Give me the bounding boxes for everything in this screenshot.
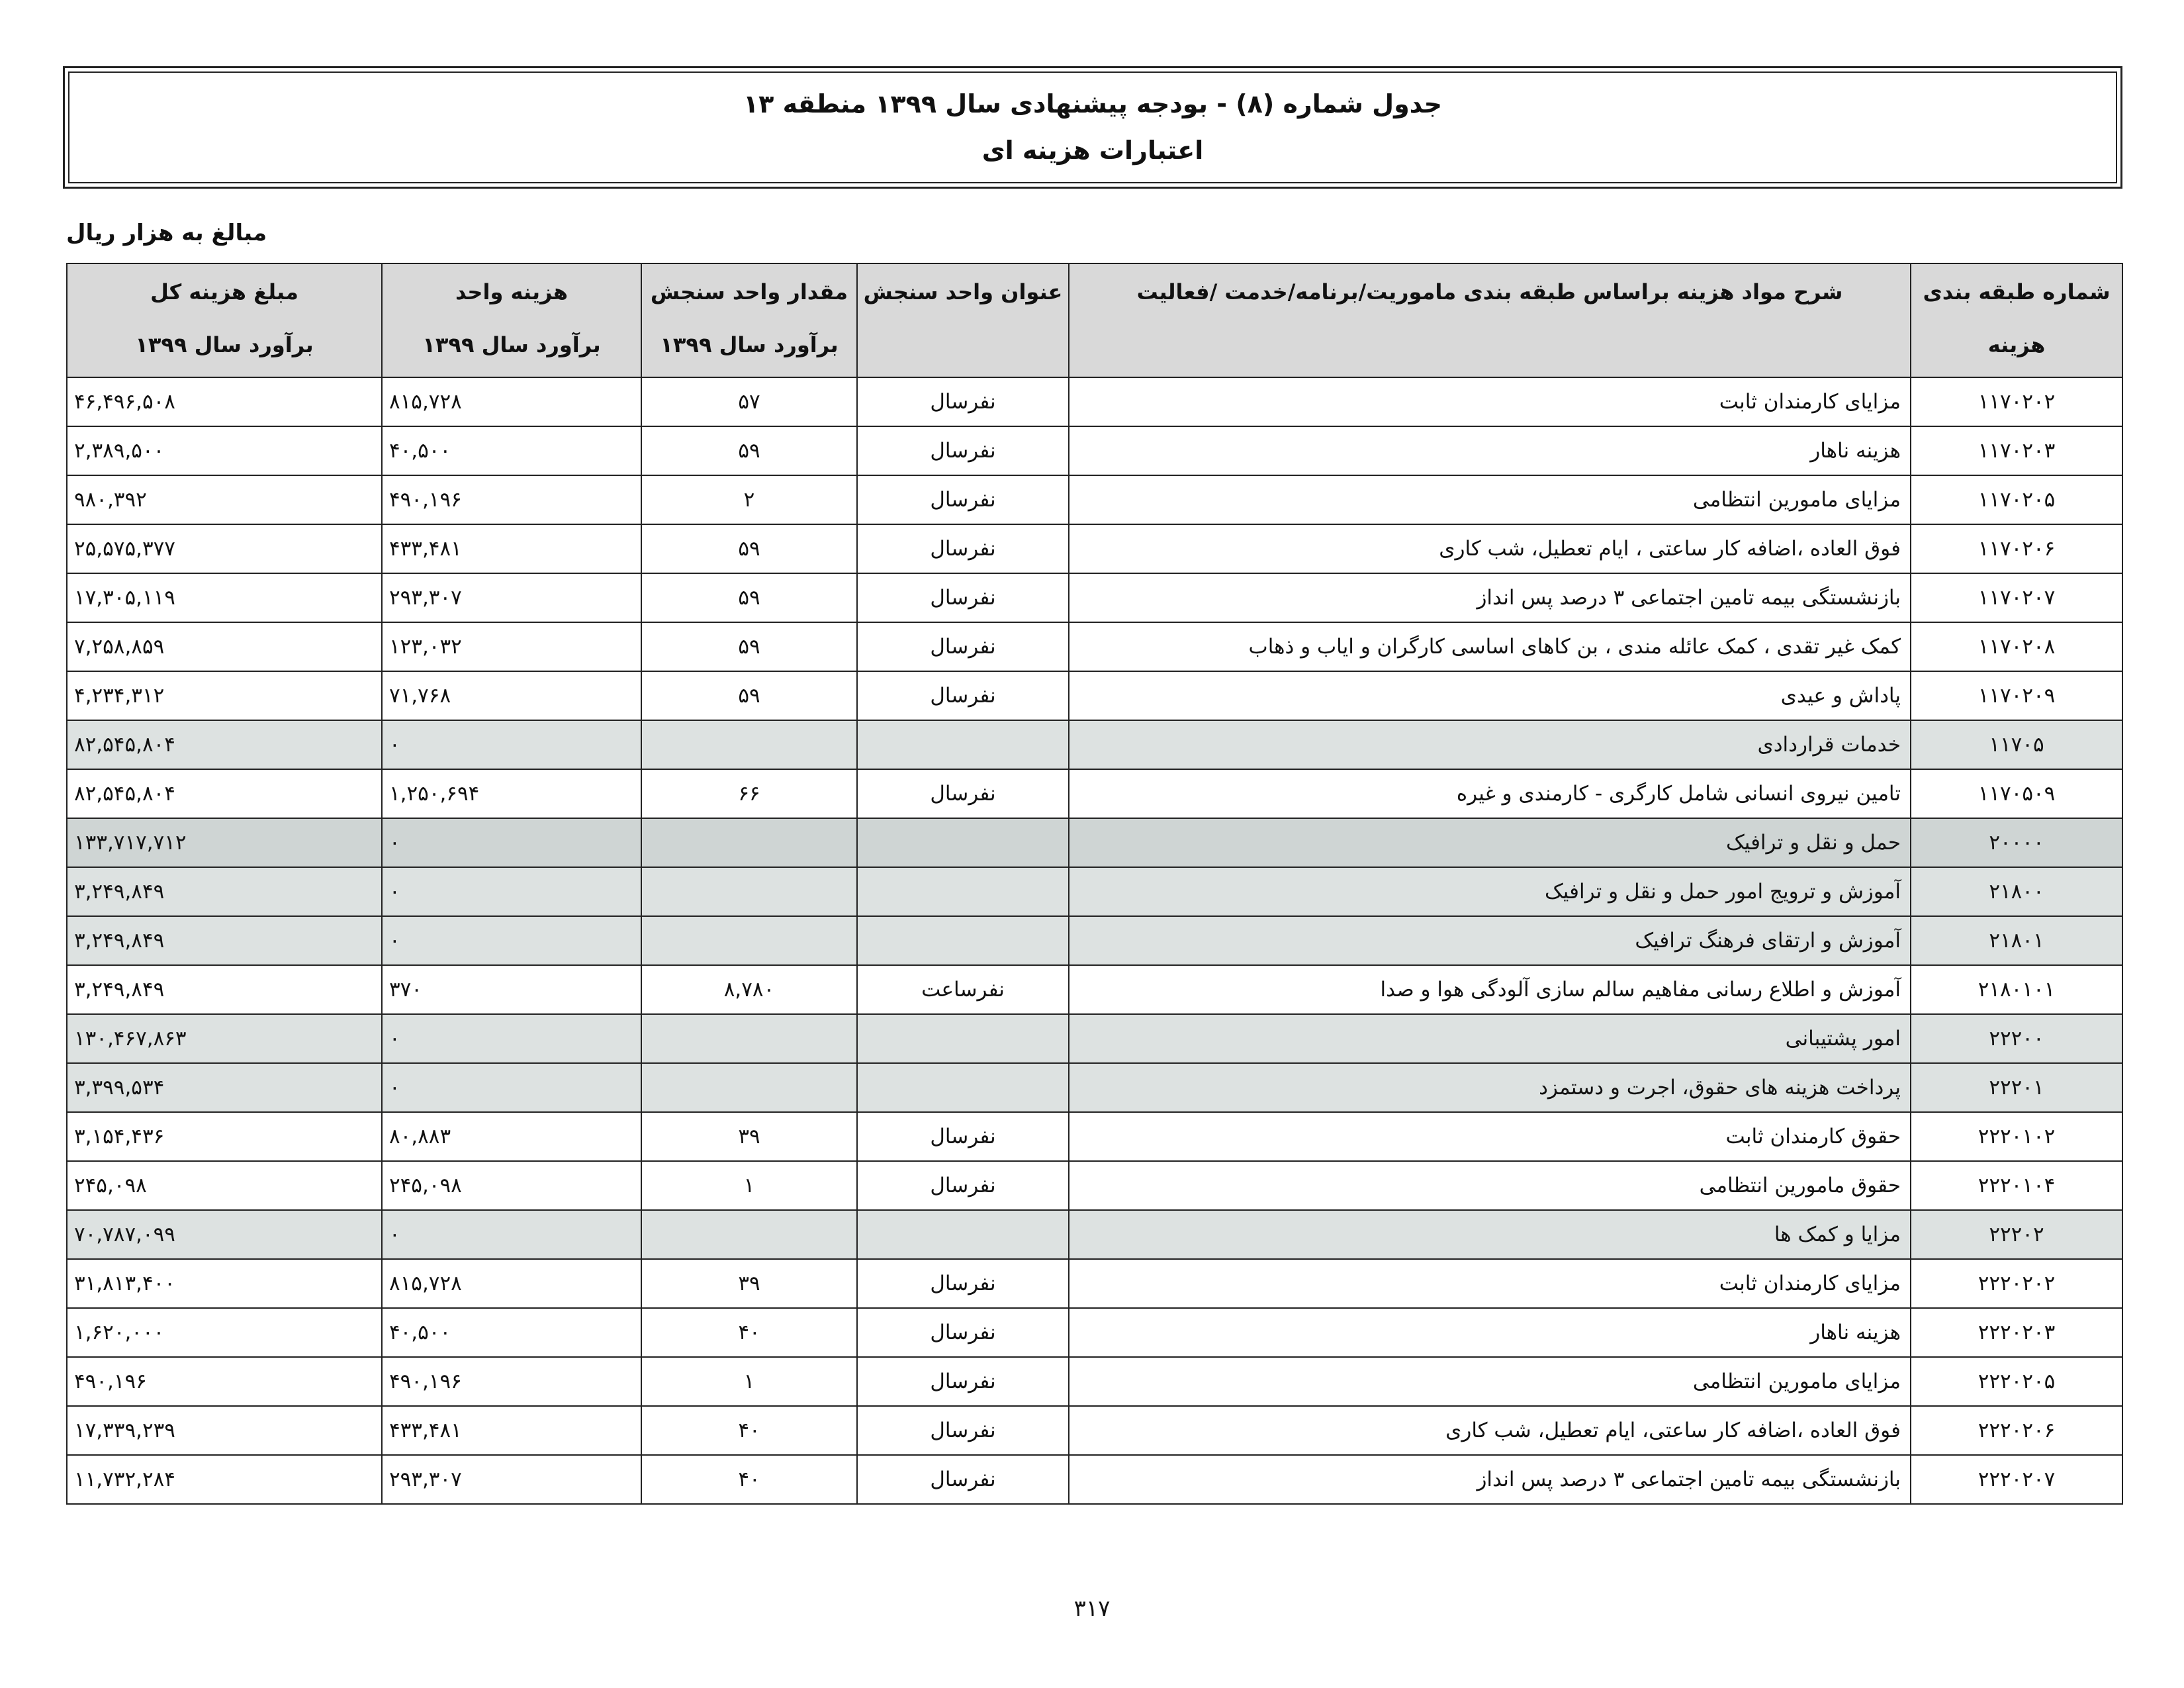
row-description: مزایا و کمک ها	[1069, 1210, 1911, 1259]
row-quantity: ۳۹	[641, 1259, 857, 1308]
table-row	[67, 1308, 2122, 1357]
row-description: هزینه ناهار	[1069, 1308, 1911, 1357]
row-quantity: ۵۷	[641, 377, 857, 426]
row-unit-cost: ۲۴۵,۰۹۸	[382, 1161, 641, 1210]
row-unit-cost: ۰	[382, 1014, 641, 1063]
row-total: ۹۸۰,۳۹۲	[67, 475, 382, 524]
row-quantity: ۴۰	[641, 1308, 857, 1357]
row-unit: نفرسال	[857, 769, 1069, 818]
table-row	[67, 622, 2122, 671]
table-row	[67, 1063, 2122, 1112]
row-description: خدمات قراردادی	[1069, 720, 1911, 769]
row-quantity: ۱	[641, 1357, 857, 1406]
row-code: ۲۲۲۰۱۰۲	[1911, 1112, 2122, 1161]
row-unit-cost: ۱۲۳,۰۳۲	[382, 622, 641, 671]
row-quantity: ۸,۷۸۰	[641, 965, 857, 1014]
table-row	[67, 573, 2122, 622]
table-row	[67, 1406, 2122, 1455]
row-unit-cost: ۸۱۵,۷۲۸	[382, 1259, 641, 1308]
row-unit-cost: ۰	[382, 818, 641, 867]
row-unit-cost: ۴۳۳,۴۸۱	[382, 1406, 641, 1455]
row-unit-cost: ۴۰,۵۰۰	[382, 426, 641, 475]
row-unit-cost: ۴۹۰,۱۹۶	[382, 475, 641, 524]
row-code: ۱۱۷۰۲۰۹	[1911, 671, 2122, 720]
row-total: ۳,۲۴۹,۸۴۹	[67, 867, 382, 916]
row-description: آموزش و ترویج امور حمل و نقل و ترافیک	[1069, 867, 1911, 916]
row-unit: نفرساعت	[857, 965, 1069, 1014]
table-row	[67, 867, 2122, 916]
row-code: ۲۲۲۰۲۰۵	[1911, 1357, 2122, 1406]
row-code: ۲۲۲۰۲	[1911, 1210, 2122, 1259]
row-code: ۱۱۷۰۲۰۳	[1911, 426, 2122, 475]
table-row	[67, 524, 2122, 573]
row-total: ۴,۲۳۴,۳۱۲	[67, 671, 382, 720]
row-unit-cost: ۴۳۳,۴۸۱	[382, 524, 641, 573]
row-unit	[857, 1063, 1069, 1112]
row-description: مزایای مامورین انتظامی	[1069, 475, 1911, 524]
row-unit-cost: ۸۱۵,۷۲۸	[382, 377, 641, 426]
row-total: ۴۶,۴۹۶,۵۰۸	[67, 377, 382, 426]
row-description: فوق العاده ،اضافه کار ساعتی ، ایام تعطیل، شب کاری	[1069, 524, 1911, 573]
row-description: مزایای کارمندان ثابت	[1069, 377, 1911, 426]
row-total: ۱۳۰,۴۶۷,۸۶۳	[67, 1014, 382, 1063]
row-description: حمل و نقل و ترافیک	[1069, 818, 1911, 867]
row-total: ۱۷,۳۳۹,۲۳۹	[67, 1406, 382, 1455]
row-code: ۲۱۸۰۱۰۱	[1911, 965, 2122, 1014]
row-total: ۱۱,۷۳۲,۲۸۴	[67, 1455, 382, 1504]
row-total: ۸۲,۵۴۵,۸۰۴	[67, 720, 382, 769]
table-row	[67, 377, 2122, 426]
row-quantity: ۵۹	[641, 524, 857, 573]
row-code: ۲۰۰۰۰	[1911, 818, 2122, 867]
row-unit-cost: ۰	[382, 1063, 641, 1112]
row-description: آموزش و ارتقای فرهنگ ترافیک	[1069, 916, 1911, 965]
row-description: پاداش و عیدی	[1069, 671, 1911, 720]
row-unit	[857, 1014, 1069, 1063]
table-header-row	[67, 263, 2122, 377]
row-total: ۳,۲۴۹,۸۴۹	[67, 916, 382, 965]
row-unit: نفرسال	[857, 622, 1069, 671]
page-number: ۳۱۷	[1073, 1595, 1111, 1622]
row-quantity	[641, 1014, 857, 1063]
row-description: کمک غیر تقدی ، کمک عائله مندی ، بن کاهای اساسی کارگران و ایاب و ذهاب	[1069, 622, 1911, 671]
row-code: ۲۲۲۰۰	[1911, 1014, 2122, 1063]
row-code: ۱۱۷۰۲۰۸	[1911, 622, 2122, 671]
table-subtitle: اعتبارات هزینه ای	[981, 136, 1204, 165]
row-total: ۲۴۵,۰۹۸	[67, 1161, 382, 1210]
row-total: ۱۳۳,۷۱۷,۷۱۲	[67, 818, 382, 867]
row-description: حقوق کارمندان ثابت	[1069, 1112, 1911, 1161]
row-total: ۷,۲۵۸,۸۵۹	[67, 622, 382, 671]
row-unit-cost: ۴۰,۵۰۰	[382, 1308, 641, 1357]
row-unit-cost: ۷۱,۷۶۸	[382, 671, 641, 720]
row-total: ۳۱,۸۱۳,۴۰۰	[67, 1259, 382, 1308]
table-row	[67, 1161, 2122, 1210]
row-unit-cost: ۲۹۳,۳۰۷	[382, 1455, 641, 1504]
row-total: ۳,۱۵۴,۴۳۶	[67, 1112, 382, 1161]
row-unit: نفرسال	[857, 1308, 1069, 1357]
row-code: ۱۱۷۰۲۰۶	[1911, 524, 2122, 573]
table-row	[67, 1455, 2122, 1504]
row-quantity: ۵۹	[641, 426, 857, 475]
row-unit-cost: ۳۷۰	[382, 965, 641, 1014]
header-quantity: مقدار واحد سنجش برآورد سال ۱۳۹۹	[641, 263, 857, 377]
header-description: شرح مواد هزینه براساس طبقه بندی ماموریت/برنامه/خدمت /فعالیت	[1069, 263, 1911, 377]
row-quantity	[641, 867, 857, 916]
table-row	[67, 965, 2122, 1014]
row-quantity: ۶۶	[641, 769, 857, 818]
row-quantity: ۳۹	[641, 1112, 857, 1161]
header-unit-cost: هزینه واحد برآورد سال ۱۳۹۹	[382, 263, 641, 377]
row-description: بازنشستگی بیمه تامین اجتماعی ۳ درصد پس انداز	[1069, 1455, 1911, 1504]
row-code: ۱۱۷۰۵۰۹	[1911, 769, 2122, 818]
table-row	[67, 1014, 2122, 1063]
row-unit: نفرسال	[857, 377, 1069, 426]
table-row	[67, 769, 2122, 818]
table-row	[67, 475, 2122, 524]
row-unit	[857, 916, 1069, 965]
row-total: ۳,۲۴۹,۸۴۹	[67, 965, 382, 1014]
row-unit-cost: ۴۹۰,۱۹۶	[382, 1357, 641, 1406]
row-unit	[857, 1210, 1069, 1259]
row-code: ۱۱۷۰۲۰۵	[1911, 475, 2122, 524]
row-description: حقوق مامورین انتظامی	[1069, 1161, 1911, 1210]
row-unit: نفرسال	[857, 1406, 1069, 1455]
row-total: ۳,۳۹۹,۵۳۴	[67, 1063, 382, 1112]
row-quantity: ۱	[641, 1161, 857, 1210]
row-quantity: ۴۰	[641, 1455, 857, 1504]
row-quantity	[641, 818, 857, 867]
row-unit	[857, 818, 1069, 867]
table-row	[67, 671, 2122, 720]
row-description: آموزش و اطلاع رسانی مفاهیم سالم سازی آلودگی هوا و صدا	[1069, 965, 1911, 1014]
table-row	[67, 1112, 2122, 1161]
row-unit: نفرسال	[857, 1112, 1069, 1161]
row-quantity: ۲	[641, 475, 857, 524]
table-row	[67, 916, 2122, 965]
row-total: ۸۲,۵۴۵,۸۰۴	[67, 769, 382, 818]
table-row	[67, 426, 2122, 475]
row-total: ۷۰,۷۸۷,۰۹۹	[67, 1210, 382, 1259]
row-description: مزایای مامورین انتظامی	[1069, 1357, 1911, 1406]
row-code: ۲۲۲۰۲۰۶	[1911, 1406, 2122, 1455]
row-unit-cost: ۸۰,۸۸۳	[382, 1112, 641, 1161]
row-unit: نفرسال	[857, 524, 1069, 573]
row-total: ۴۹۰,۱۹۶	[67, 1357, 382, 1406]
row-unit	[857, 720, 1069, 769]
row-unit: نفرسال	[857, 671, 1069, 720]
row-total: ۱۷,۳۰۵,۱۱۹	[67, 573, 382, 622]
header-unit: عنوان واحد سنجش	[857, 263, 1069, 377]
row-code: ۲۲۲۰۱	[1911, 1063, 2122, 1112]
row-code: ۲۱۸۰۱	[1911, 916, 2122, 965]
row-unit: نفرسال	[857, 426, 1069, 475]
row-total: ۲۵,۵۷۵,۳۷۷	[67, 524, 382, 573]
row-description: فوق العاده ،اضافه کار ساعتی، ایام تعطیل، شب کاری	[1069, 1406, 1911, 1455]
budget-table	[66, 263, 2123, 1505]
table-row	[67, 1357, 2122, 1406]
table-row	[67, 1259, 2122, 1308]
row-description: تامین نیروی انسانی شامل کارگری - کارمندی و غیره	[1069, 769, 1911, 818]
row-description: بازنشستگی بیمه تامین اجتماعی ۳ درصد پس انداز	[1069, 573, 1911, 622]
row-unit: نفرسال	[857, 1259, 1069, 1308]
row-unit: نفرسال	[857, 1455, 1069, 1504]
row-code: ۱۱۷۰۲۰۲	[1911, 377, 2122, 426]
row-code: ۲۲۲۰۲۰۳	[1911, 1308, 2122, 1357]
row-unit-cost: ۱,۲۵۰,۶۹۴	[382, 769, 641, 818]
row-code: ۲۲۲۰۱۰۴	[1911, 1161, 2122, 1210]
row-unit	[857, 867, 1069, 916]
row-quantity: ۵۹	[641, 573, 857, 622]
row-description: هزینه ناهار	[1069, 426, 1911, 475]
row-total: ۱,۶۲۰,۰۰۰	[67, 1308, 382, 1357]
row-unit: نفرسال	[857, 573, 1069, 622]
row-code: ۱۱۷۰۵	[1911, 720, 2122, 769]
table-body	[67, 377, 2122, 1504]
row-quantity	[641, 720, 857, 769]
row-quantity	[641, 916, 857, 965]
table-row	[67, 1210, 2122, 1259]
table-row	[67, 720, 2122, 769]
row-unit: نفرسال	[857, 1161, 1069, 1210]
row-quantity	[641, 1063, 857, 1112]
row-quantity: ۵۹	[641, 671, 857, 720]
row-unit-cost: ۰	[382, 720, 641, 769]
row-quantity: ۴۰	[641, 1406, 857, 1455]
table-row	[67, 818, 2122, 867]
header-total: مبلغ هزینه کل برآورد سال ۱۳۹۹	[67, 263, 382, 377]
row-unit-cost: ۰	[382, 867, 641, 916]
currency-unit-note: مبالغ به هزار ریال	[66, 220, 267, 246]
row-code: ۲۱۸۰۰	[1911, 867, 2122, 916]
table-title: جدول شماره (۸) - بودجه پیشنهادی سال ۱۳۹۹ منطقه ۱۳	[743, 89, 1443, 118]
row-description: پرداخت هزینه های حقوق، اجرت و دستمزد	[1069, 1063, 1911, 1112]
row-unit: نفرسال	[857, 1357, 1069, 1406]
row-unit-cost: ۰	[382, 1210, 641, 1259]
row-unit-cost: ۰	[382, 916, 641, 965]
row-unit: نفرسال	[857, 475, 1069, 524]
row-code: ۲۲۲۰۲۰۲	[1911, 1259, 2122, 1308]
row-description: مزایای کارمندان ثابت	[1069, 1259, 1911, 1308]
title-box	[63, 66, 2122, 189]
row-code: ۲۲۲۰۲۰۷	[1911, 1455, 2122, 1504]
row-total: ۲,۳۸۹,۵۰۰	[67, 426, 382, 475]
row-quantity	[641, 1210, 857, 1259]
row-quantity: ۵۹	[641, 622, 857, 671]
row-description: امور پشتیبانی	[1069, 1014, 1911, 1063]
header-code: شماره طبقه بندی هزینه	[1911, 263, 2122, 377]
row-unit-cost: ۲۹۳,۳۰۷	[382, 573, 641, 622]
row-code: ۱۱۷۰۲۰۷	[1911, 573, 2122, 622]
